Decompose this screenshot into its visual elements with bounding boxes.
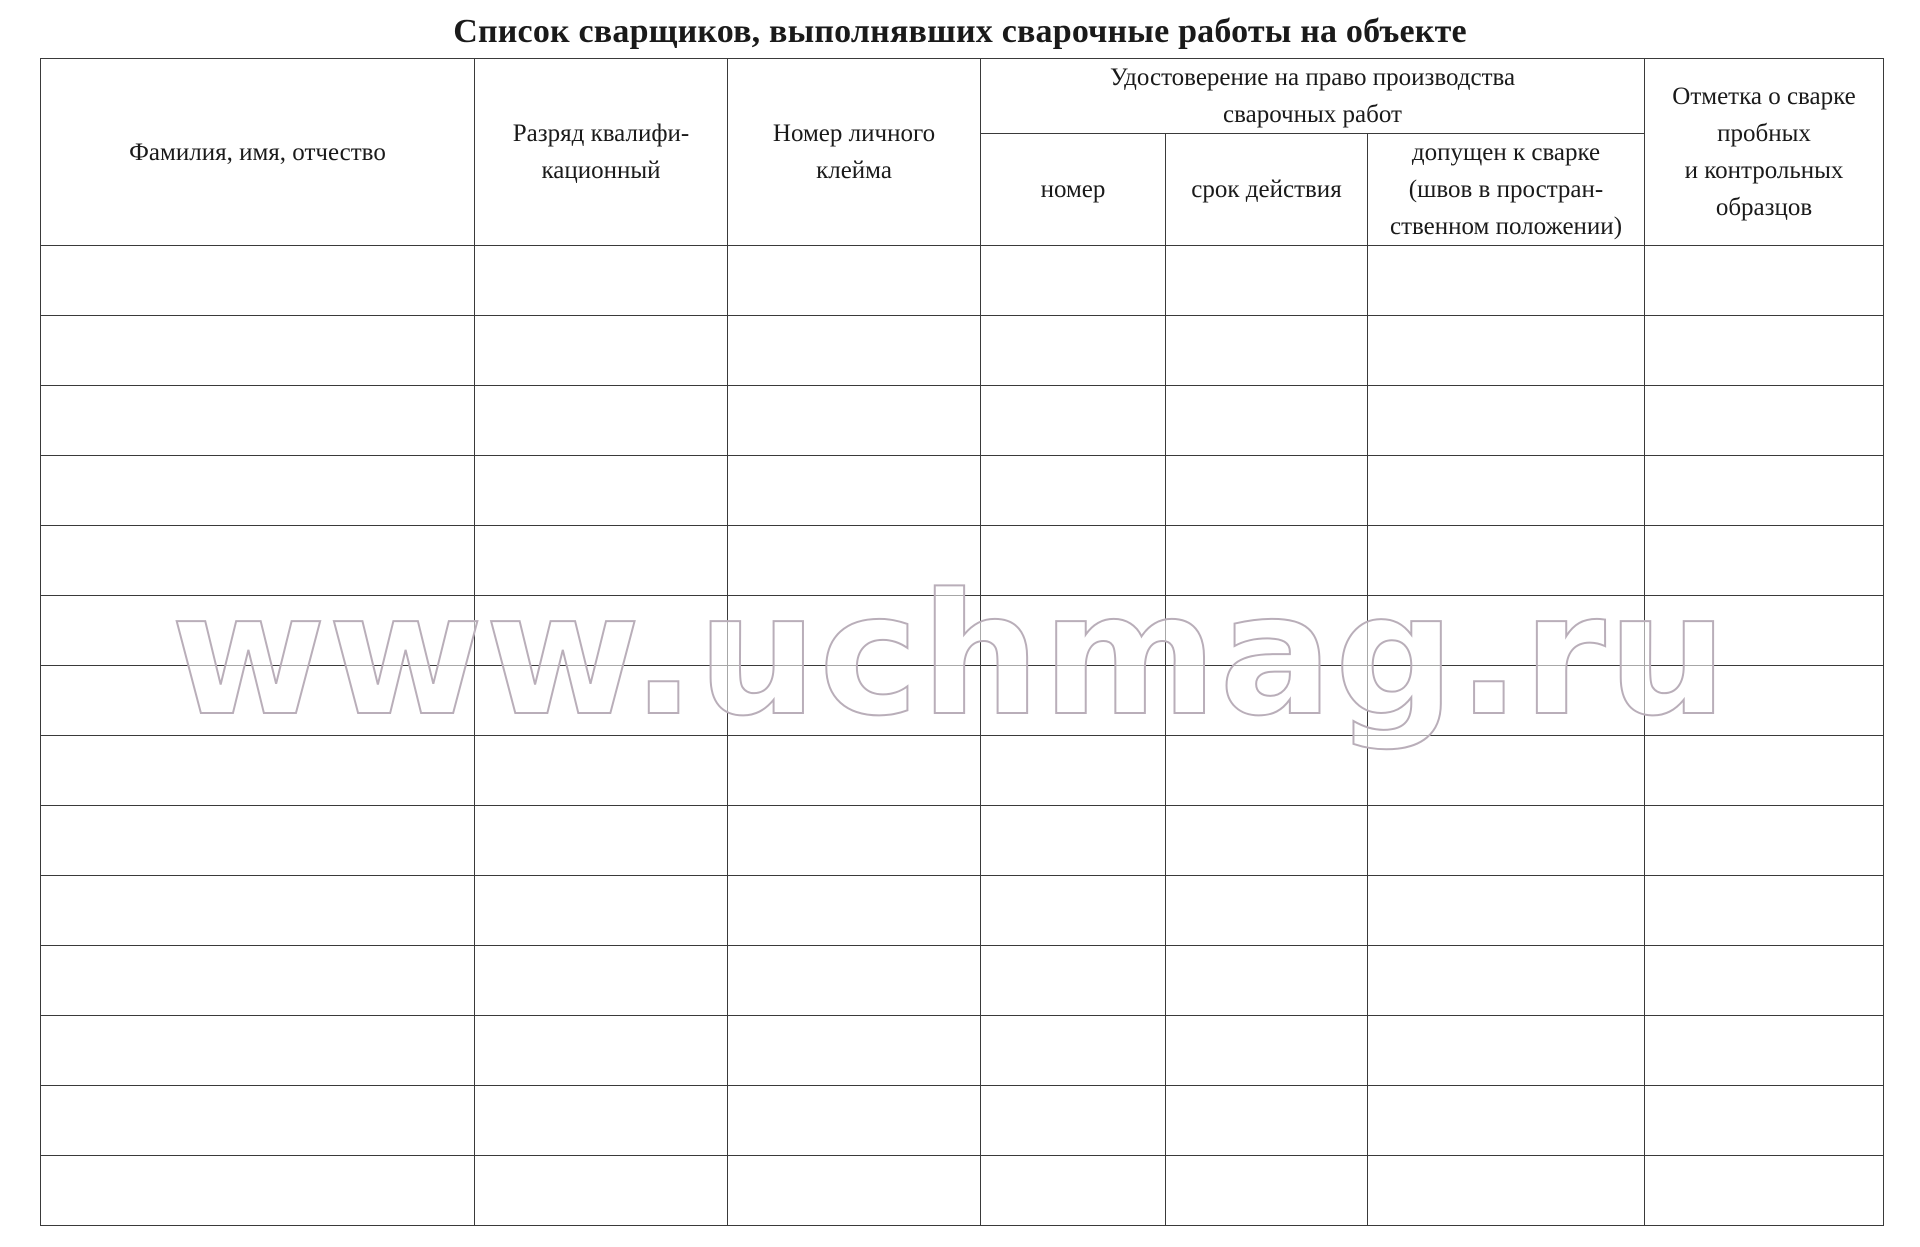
table-cell	[475, 316, 728, 386]
table-cell	[475, 596, 728, 666]
table-cell	[41, 876, 475, 946]
table-cell	[1166, 736, 1368, 806]
table-cell	[1368, 736, 1645, 806]
table-cell	[475, 666, 728, 736]
table-row	[41, 596, 1884, 666]
table-cell	[1645, 596, 1884, 666]
table-cell	[728, 456, 981, 526]
header-cert-admitted	[1368, 134, 1645, 246]
header-qualification-rank-text: Разряд квалифи- кационный	[512, 120, 690, 184]
table-cell	[981, 596, 1166, 666]
table-cell	[1645, 876, 1884, 946]
table-cell	[1645, 806, 1884, 876]
table-cell	[475, 876, 728, 946]
table-cell	[1645, 946, 1884, 1016]
table-cell	[1645, 456, 1884, 526]
header-cert-admitted-text: допущен к сварке (швов в простран- ственном положении)	[1389, 139, 1623, 240]
table-cell	[1645, 526, 1884, 596]
table-cell	[1166, 1016, 1368, 1086]
header-test-mark-text: Отметка о сварке пробных и контрольных образцов	[1672, 83, 1856, 221]
table-cell	[475, 386, 728, 456]
table-cell	[1645, 1086, 1884, 1156]
header-cert-number: номер	[981, 134, 1166, 246]
table-cell	[1166, 456, 1368, 526]
table-cell	[728, 246, 981, 316]
table-cell	[1645, 1156, 1884, 1226]
table-cell	[1368, 456, 1645, 526]
table-cell	[1166, 806, 1368, 876]
table-cell	[475, 806, 728, 876]
table-cell	[1166, 246, 1368, 316]
table-cell	[1645, 386, 1884, 456]
table-cell	[728, 316, 981, 386]
table-cell	[1368, 386, 1645, 456]
table-cell	[728, 946, 981, 1016]
table-row	[41, 1156, 1884, 1226]
table-cell	[475, 246, 728, 316]
header-qualification-rank	[475, 59, 728, 246]
table-cell	[475, 456, 728, 526]
page-title: Список сварщиков, выполнявших сварочные работы на объекте	[453, 13, 1467, 50]
table-cell	[1166, 1086, 1368, 1156]
table-cell	[41, 456, 475, 526]
table-cell	[1645, 736, 1884, 806]
table-cell	[475, 736, 728, 806]
table-cell	[41, 526, 475, 596]
welders-list-table	[40, 58, 1884, 1226]
table-cell	[981, 736, 1166, 806]
table-cell	[1368, 666, 1645, 736]
table-cell	[1368, 596, 1645, 666]
table-cell	[41, 246, 475, 316]
table-row	[41, 526, 1884, 596]
table-cell	[475, 946, 728, 1016]
table-cell	[1166, 1156, 1368, 1226]
table-cell	[41, 946, 475, 1016]
table-cell	[1645, 316, 1884, 386]
table-cell	[1166, 596, 1368, 666]
header-test-mark	[1645, 59, 1884, 246]
table-row	[41, 386, 1884, 456]
table-cell	[1166, 946, 1368, 1016]
table-cell	[728, 386, 981, 456]
table-cell	[1166, 666, 1368, 736]
table-cell	[728, 1156, 981, 1226]
table-cell	[981, 806, 1166, 876]
table-cell	[41, 1086, 475, 1156]
table-row	[41, 946, 1884, 1016]
table-cell	[1166, 386, 1368, 456]
table-cell	[728, 736, 981, 806]
table-cell	[981, 666, 1166, 736]
table-cell	[475, 1086, 728, 1156]
table-cell	[981, 456, 1166, 526]
table-cell	[981, 876, 1166, 946]
table-cell	[1368, 806, 1645, 876]
table-cell	[1645, 666, 1884, 736]
table-cell	[981, 946, 1166, 1016]
table-cell	[728, 526, 981, 596]
table-cell	[475, 1016, 728, 1086]
table-cell	[728, 666, 981, 736]
table-cell	[475, 1156, 728, 1226]
watermark: www.uchmag.ru	[170, 557, 1730, 753]
table-cell	[1368, 246, 1645, 316]
table-row	[41, 456, 1884, 526]
table-row	[41, 736, 1884, 806]
table-cell	[41, 386, 475, 456]
table-cell	[1368, 1156, 1645, 1226]
table-cell	[728, 1086, 981, 1156]
header-cert-validity: срок действия	[1166, 134, 1368, 246]
table-cell	[41, 666, 475, 736]
table-cell	[1368, 946, 1645, 1016]
table-row	[41, 666, 1884, 736]
table-cell	[1368, 526, 1645, 596]
table-cell	[981, 1016, 1166, 1086]
table-cell	[981, 1156, 1166, 1226]
table-cell	[41, 1016, 475, 1086]
table-cell	[475, 526, 728, 596]
table-row	[41, 876, 1884, 946]
table-cell	[728, 596, 981, 666]
table-cell	[1368, 316, 1645, 386]
table-row	[41, 1086, 1884, 1156]
table-cell	[41, 1156, 475, 1226]
header-stamp-number-text: Номер личного клейма	[772, 120, 936, 184]
table-cell	[41, 806, 475, 876]
table-body	[41, 246, 1884, 1226]
table-row	[41, 1016, 1884, 1086]
header-certificate-group	[981, 59, 1645, 134]
table-cell	[981, 246, 1166, 316]
table-cell	[728, 1016, 981, 1086]
table-cell	[1368, 1086, 1645, 1156]
table-cell	[981, 386, 1166, 456]
table-row	[41, 806, 1884, 876]
table-cell	[981, 526, 1166, 596]
table-cell	[1368, 876, 1645, 946]
table-cell	[1368, 1016, 1645, 1086]
table-row	[41, 316, 1884, 386]
header-full-name: Фамилия, имя, отчество	[41, 59, 475, 246]
table-cell	[1166, 876, 1368, 946]
table-cell	[981, 1086, 1166, 1156]
table-cell	[981, 316, 1166, 386]
header-stamp-number	[728, 59, 981, 246]
table-row	[41, 246, 1884, 316]
table-cell	[1645, 246, 1884, 316]
table-cell	[728, 876, 981, 946]
table-cell	[1166, 316, 1368, 386]
header-certificate-group-text: Удостоверение на право производства сварочных работ	[1109, 64, 1516, 128]
table-cell	[41, 736, 475, 806]
table-cell	[41, 316, 475, 386]
table-cell	[41, 596, 475, 666]
table-cell	[1166, 526, 1368, 596]
table-cell	[728, 806, 981, 876]
table-cell	[1645, 1016, 1884, 1086]
